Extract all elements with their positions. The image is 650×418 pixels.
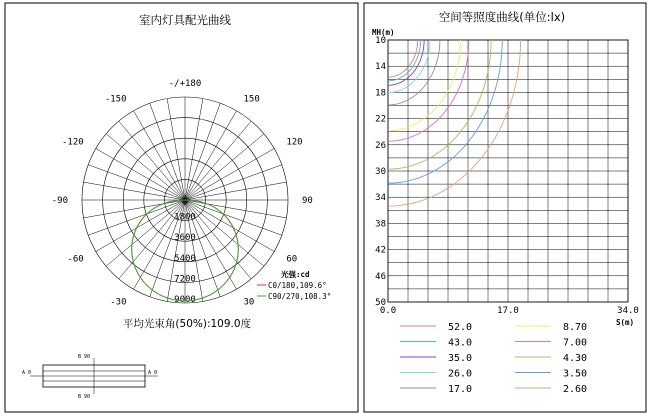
sketch-bottom-label: B 90 (78, 394, 91, 400)
isolux-y-tick: 30 (375, 167, 386, 177)
sketch-top-label: B 90 (78, 354, 91, 360)
isolux-y-tick: 26 (375, 140, 386, 151)
polar-angle-label: 150 (243, 94, 260, 105)
isolux-contour-2 (388, 40, 421, 81)
isolux-y-tick: 50 (375, 298, 386, 308)
polar-footer: 平均光束角(50%):109.0度 (122, 318, 252, 330)
isolux-legend-value: 26.0 (448, 368, 473, 380)
polar-angle-label: 30 (243, 297, 255, 308)
polar-angle-label: -150 (104, 94, 127, 105)
polar-angle-label: -90 (51, 196, 68, 206)
isolux-legend-value: 2.60 (563, 384, 588, 395)
polar-angle-label: -30 (110, 297, 127, 308)
isolux-y-tick: 46 (375, 271, 386, 282)
isolux-y-tick: 42 (375, 245, 386, 256)
isolux-legend-value: 7.00 (563, 337, 588, 349)
isolux-chart (372, 10, 639, 395)
isolux-legend-value: 8.70 (563, 322, 588, 333)
polar-title: 室内灯具配光曲线 (139, 13, 231, 27)
polar-center-label: 0 (182, 197, 188, 207)
right-panel-border (364, 3, 646, 412)
isolux-y-tick: 10 (375, 36, 386, 46)
sketch-left-label: A 0 (22, 370, 32, 376)
isolux-contour-5 (388, 40, 440, 105)
isolux-legend-value: 4.30 (563, 353, 588, 364)
polar-radial-label: 9000 (174, 295, 196, 305)
isolux-legend-value: 3.50 (563, 368, 588, 380)
polar-legend (257, 281, 331, 301)
isolux-legend-value: 52.0 (448, 322, 473, 333)
isolux-y-tick: 22 (375, 114, 386, 125)
polar-angle-label: 120 (286, 137, 303, 148)
isolux-xlabel: S(m) (616, 318, 635, 327)
isolux-legend-value: 43.0 (448, 337, 473, 349)
isolux-legend-value: 35.0 (448, 353, 473, 364)
dimension-sketch (22, 354, 158, 400)
isolux-legend-value: 17.0 (448, 384, 473, 395)
isolux-contour-1 (388, 40, 418, 77)
polar-legend-label: C0/180,109.6° (268, 281, 327, 290)
polar-radial-label: 1800 (174, 212, 196, 223)
polar-chart (52, 13, 331, 330)
polar-angle-label: -/+180 (168, 79, 202, 89)
isolux-y-tick: 34 (375, 193, 386, 204)
polar-legend-label: C90/270,108.3° (268, 292, 332, 301)
isolux-y-tick: 38 (375, 219, 386, 230)
isolux-x-tick: 0.0 (379, 306, 397, 316)
isolux-legend (400, 322, 587, 395)
polar-angle-label: -120 (61, 137, 84, 148)
isolux-contour-3 (388, 40, 424, 85)
polar-angle-label: 90 (302, 196, 313, 206)
polar-radial-label: 7200 (174, 274, 196, 285)
left-panel-border (5, 3, 358, 412)
isolux-y-ticks (375, 36, 386, 308)
isolux-x-tick: 17.0 (497, 306, 519, 316)
polar-legend-title: 光强:cd (281, 270, 310, 279)
isolux-title: 空间等照度曲线(单位:lx) (438, 10, 566, 24)
sketch-right-label: A 0 (148, 370, 158, 376)
polar-radial-label: 5400 (174, 253, 196, 264)
isolux-x-tick: 34.0 (617, 306, 639, 316)
isolux-x-ticks (380, 306, 639, 316)
isolux-grid (388, 40, 628, 302)
isolux-y-tick: 18 (375, 88, 386, 99)
isolux-y-tick: 14 (375, 62, 386, 73)
isolux-contour-6 (388, 40, 461, 131)
polar-angle-label: -60 (67, 254, 84, 265)
isolux-ylabel: MH(m) (372, 28, 395, 37)
polar-angle-label: 60 (286, 254, 298, 265)
polar-radial-label: 3600 (174, 233, 196, 244)
